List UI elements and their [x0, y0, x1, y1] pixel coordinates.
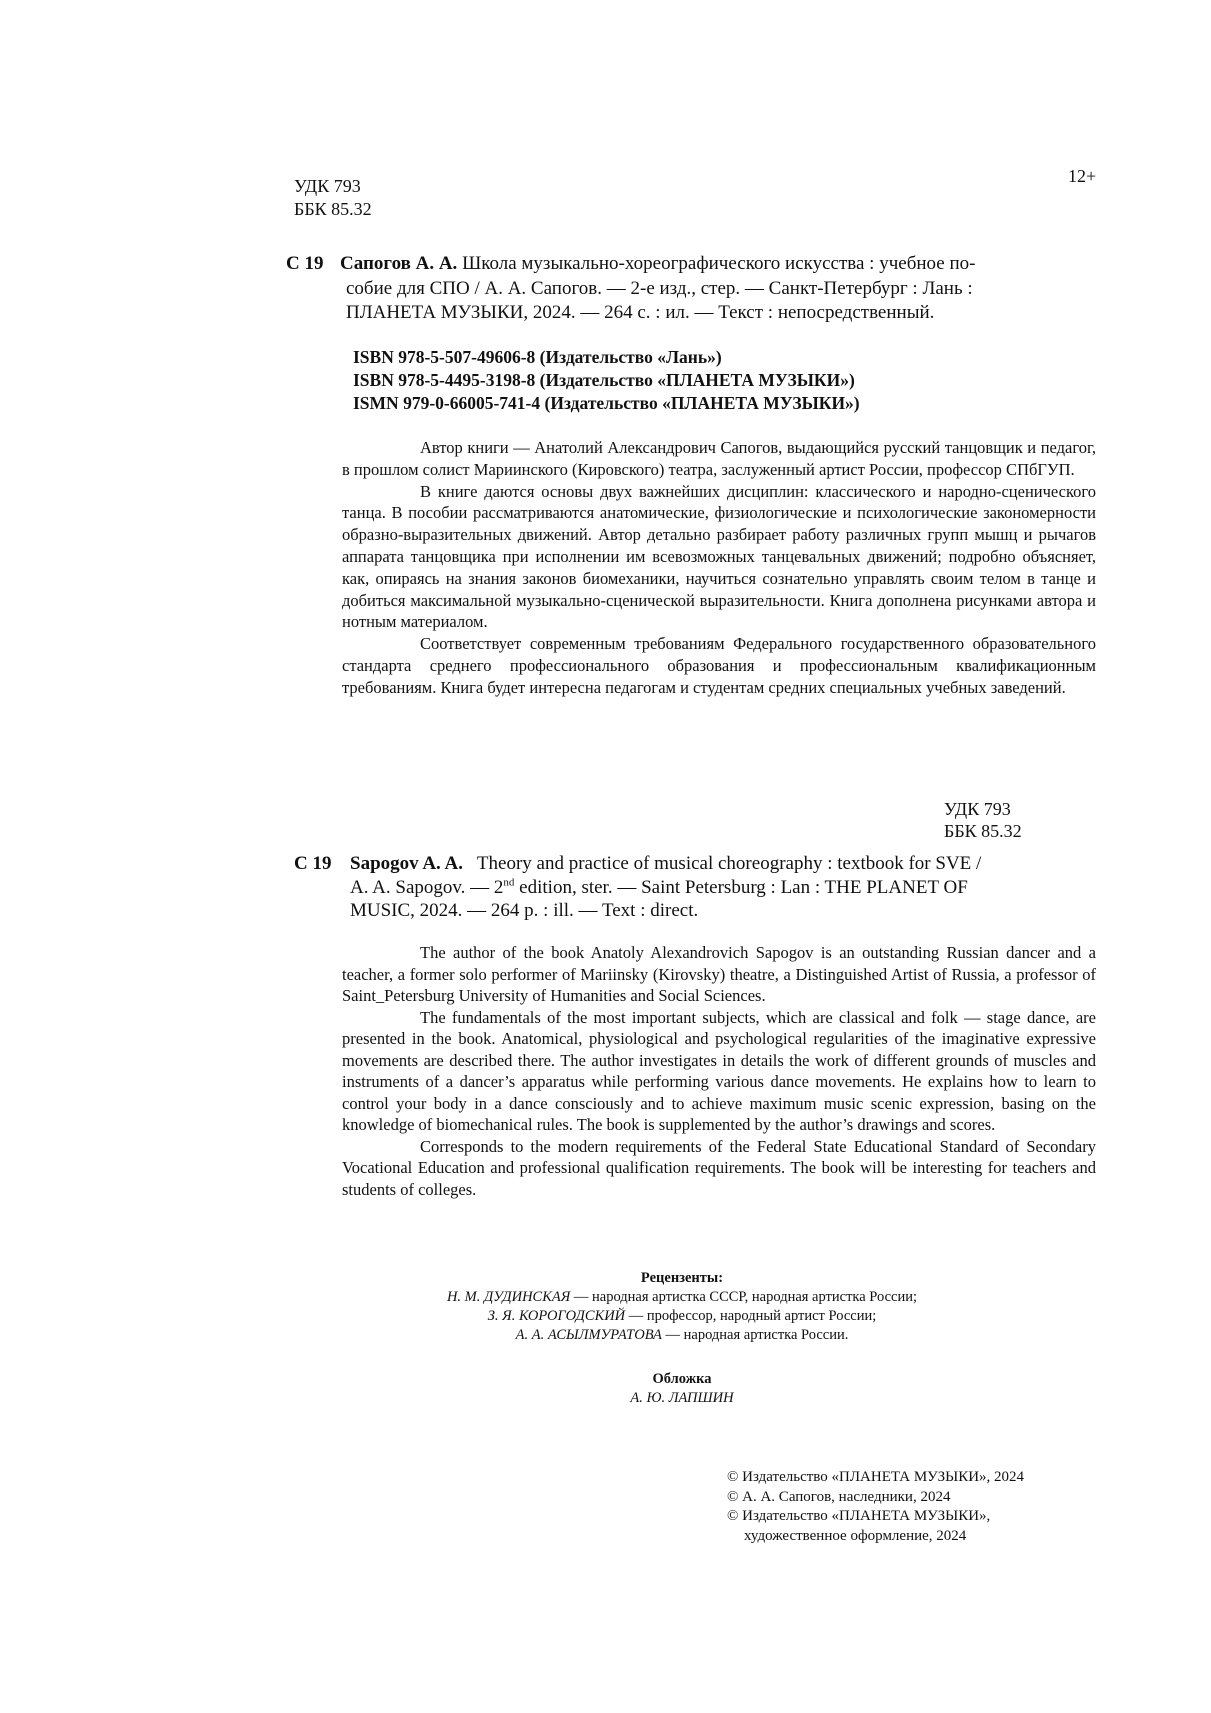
- abstract-paragraph: The fundamentals of the most important subjects, which are classical and folk — stage dance, are presented in the book. Anatomical, physiological and psychological regularities of the imaginative expressive movements are described there. The author investigates in details the work of different grounds of muscles and instruments of a dancer’s apparatus while performing various dance movements. He explains how to learn to control your body in a dance consciously and to achieve maximum music scenic expression, basing on the knowledge of biomechanical rules. The book is supplemented by the author’s drawings and scores.: [342, 1007, 1096, 1134]
- cover-designer: А. Ю. ЛАПШИН: [630, 1390, 734, 1406]
- entry-line-1: Школа музыкально-хореографического искусства : учебное по-: [462, 253, 976, 274]
- age-rating: 12+: [1068, 166, 1097, 186]
- udk-code: УДК 793: [294, 176, 361, 196]
- abstract-ru: [342, 437, 1096, 699]
- author-name: Сапогов А. А.: [340, 253, 458, 274]
- bibliographic-entry-ru: [286, 252, 1096, 326]
- abstract-paragraph: The author of the book Anatoly Alexandrovich Sapogov is an outstanding Russian dancer and a teacher, a former solo performer of Mariinsky (Kirovsky) theatre, a Distinguished Artist of Russia, a professor of Saint_Petersburg University of Humanities and Social Sciences.: [342, 943, 1096, 1005]
- cover-block: [342, 1370, 1022, 1408]
- isbn-block: [353, 346, 860, 415]
- entry-line-1: Theory and practice of musical choreography : textbook for SVE /: [476, 853, 982, 874]
- copyright-line: художественное оформление, 2024: [744, 1527, 967, 1544]
- reviewer-name: З. Я. КОРОГОДСКИЙ: [487, 1308, 626, 1324]
- reviewer-line: [342, 1307, 1022, 1326]
- copyright-block: [727, 1468, 1024, 1546]
- classification-code: С 19: [286, 253, 324, 274]
- bbk-code: ББК 85.32: [294, 199, 372, 219]
- abstract-paragraph: Соответствует современным требованиям Федерального государственного образовательного стандарта среднего профессионального образования и профессиональным квалификационным требованиям. Книга будет интересна педагогам и студентам средних специальных учебных заведений.: [342, 634, 1096, 697]
- copyright-line: © Издательство «ПЛАНЕТА МУЗЫКИ», 2024: [727, 1469, 1025, 1485]
- bbk-code: ББК 85.32: [944, 821, 1022, 841]
- bibliographic-entry-en: [294, 852, 1096, 923]
- ismn-line: ISMN 979-0-66005-741-4 (Издательство «ПЛАНЕТА МУЗЫКИ»): [353, 393, 860, 413]
- abstract-paragraph: Автор книги — Анатолий Александрович Сапогов, выдающийся русский танцовщик и педагог, в прошлом солист Мариинского (Кировского) театра, заслуженный артист России, профессор СПбГУП.: [342, 438, 1096, 479]
- classification-code: С 19: [294, 853, 332, 874]
- entry-line-3: ПЛАНЕТА МУЗЫКИ, 2024. — 264 с. : ил. — Текст : непосредственный.: [346, 302, 935, 323]
- entry-line-2-text: A. A. Sapogov. — 2: [350, 876, 504, 898]
- entry-line-3: MUSIC, 2024. — 264 p. : ill. — Text : direct.: [350, 900, 699, 921]
- abstract-paragraph: Corresponds to the modern requirements of the Federal State Educational Standard of Secondary Vocational Education and professional qualification requirements. The book will be interesting for teachers and students of colleges.: [342, 1136, 1096, 1199]
- isbn-line: ISBN 978-5-4495-3198-8 (Издательство «ПЛАНЕТА МУЗЫКИ»): [353, 370, 855, 390]
- reviewer-desc: — народная артистка России.: [661, 1327, 849, 1343]
- abstract-paragraph: В книге даются основы двух важнейших дисциплин: классического и народно-сценического танца. В пособии рассматриваются анатомические, физиологические и психологические закономерности образно-выразительных движений. Автор детально разбирает работу различных групп мышц и рычагов аппарата танцовщика при исполнении им всевозможных танцевальных движений; подробно объясняет, как, опираясь на знания законов биомеханики, научиться сознательно управлять своим телом в танце и добиться максимальной музыкально-сценической выразительности. Книга дополнена рисунками автора и нотным материалом.: [342, 481, 1096, 632]
- cover-heading: Обложка: [652, 1371, 712, 1387]
- reviewer-name: А. А. АСЫЛМУРАТОВА: [515, 1327, 662, 1343]
- udk-bbk-top: [294, 175, 372, 221]
- entry-line-2-rest: edition, ster. — Saint Petersburg : Lan : THE PLANET OF: [514, 876, 968, 898]
- reviewers-heading: Рецензенты:: [640, 1270, 724, 1286]
- isbn-line: ISBN 978-5-507-49606-8 (Издательство «Лань»): [353, 347, 722, 367]
- udk-code: УДК 793: [944, 799, 1011, 819]
- copyright-line: © Издательство «ПЛАНЕТА МУЗЫКИ»,: [727, 1508, 991, 1524]
- reviewer-desc: — профессор, народный артист России;: [625, 1308, 877, 1324]
- reviewer-line: [342, 1288, 1022, 1307]
- abstract-en: [342, 942, 1096, 1200]
- author-name: Sapogov A. A.: [350, 853, 463, 874]
- copyright-line: © А. А. Сапогов, наследники, 2024: [727, 1488, 951, 1505]
- reviewer-desc: — народная артистка СССР, народная артистка России;: [570, 1289, 918, 1305]
- udk-bbk-bottom: [944, 798, 1022, 842]
- reviewer-name: Н. М. ДУДИНСКАЯ: [446, 1289, 571, 1305]
- entry-line-2: [294, 876, 1096, 900]
- reviewers-block: [342, 1269, 1022, 1345]
- ordinal-suffix: nd: [503, 876, 515, 889]
- reviewer-line: [342, 1326, 1022, 1345]
- entry-line-2: собие для СПО / А. А. Сапогов. — 2-е изд., стер. — Санкт-Петербург : Лань :: [346, 277, 973, 299]
